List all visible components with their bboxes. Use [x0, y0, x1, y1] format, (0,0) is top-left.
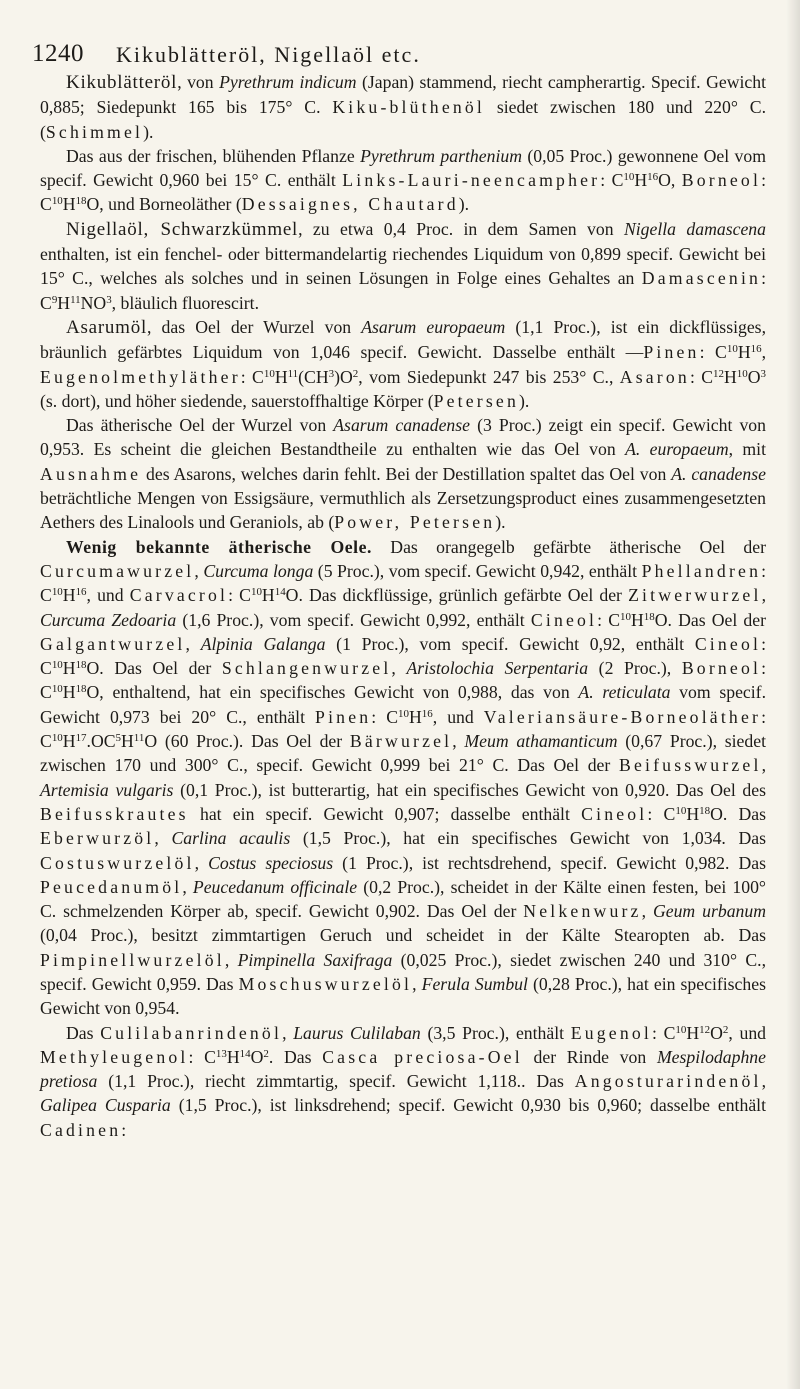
text-run: ). — [143, 121, 154, 142]
text-run: H — [274, 366, 288, 387]
text-run: (0,1 Proc.), ist butterartig, hat ein specifisches Gewicht von 0,920. Das Oel des — [173, 779, 766, 800]
text-run: : C — [40, 633, 767, 679]
spaced-term: Schimmel — [45, 121, 144, 142]
text-run: O — [747, 366, 761, 387]
spaced-term: Petersen — [433, 390, 520, 411]
latin-name: Curcuma Zedoaria — [40, 609, 177, 630]
text-run: (5 Proc.), vom specif. Gewicht 0,942, enthält — [313, 560, 642, 581]
spaced-term: Eugenol — [570, 1022, 652, 1043]
body-text — [40, 70, 766, 1142]
spaced-term: Eberwurzöl — [40, 828, 155, 849]
text-run: H — [62, 731, 76, 752]
spaced-term: Pimpinellwurzelöl — [40, 949, 225, 970]
text-run: O — [250, 1046, 264, 1067]
superscript: 10 — [736, 367, 748, 380]
text-run: : C — [652, 1022, 676, 1043]
text-run: , — [182, 876, 193, 897]
text-run: ). — [458, 194, 470, 215]
spaced-term: Casca preciosa-Oel — [322, 1046, 523, 1067]
text-run: : C — [40, 658, 767, 703]
text-run: : C — [40, 170, 766, 215]
text-run: , — [194, 560, 204, 581]
latin-name: Alpinia Galanga — [200, 633, 326, 654]
running-title: Kikublätteröl, Nigellaöl etc. — [116, 42, 421, 67]
superscript: 12 — [713, 367, 724, 380]
text-run: (s. dort), und höher siedende, sauerstoffhaltige Körper ( — [40, 390, 434, 411]
text-run: (1 Proc.), ist rechtsdrehend, specif. Gewicht 0,982. Das — [333, 852, 766, 873]
text-run: H — [630, 609, 644, 630]
text-run: : C — [40, 268, 766, 313]
spaced-term: Moschuswurzelöl — [238, 973, 413, 994]
text-run: , — [391, 658, 407, 679]
text-run: , — [761, 342, 766, 363]
text-run: , — [761, 585, 766, 606]
text-run: O (60 Proc.). Das Oel der — [144, 731, 350, 752]
latin-name: Artemisia vulgaris — [40, 779, 174, 800]
text-run: (1,6 Proc.), vom specif. Gewicht 0,992, enthält — [176, 609, 531, 630]
latin-name: Carlina acaulis — [171, 828, 291, 849]
superscript: 10 — [51, 731, 63, 744]
text-run: . Das — [268, 1046, 323, 1067]
latin-name: Galipea Cusparia — [40, 1095, 171, 1116]
spaced-term: Carvacrol — [129, 585, 229, 606]
spaced-term: Pinen — [643, 342, 700, 363]
text-run: , vom Siedepunkt 247 bis 253° C., — [358, 366, 620, 387]
text-run: (1 Proc.), vom specif. Gewicht 0,92, enthält — [325, 633, 695, 654]
text-run: : C — [699, 342, 727, 363]
latin-name: Aristolochia Serpentaria — [406, 658, 589, 679]
text-run: , — [761, 1071, 766, 1092]
text-run: vom specif. Gewicht 0,973 bei 20° C., enthält — [40, 682, 766, 727]
latin-name: Meum athamanticum — [464, 731, 618, 752]
latin-name: Laurus Culilaban — [293, 1022, 421, 1043]
superscript: 18 — [75, 195, 87, 208]
spaced-term: Peucedanumöl — [40, 876, 183, 897]
superscript: 13 — [215, 1047, 227, 1060]
text-run: siedet zwischen 180 und 220° C. ( — [40, 97, 766, 142]
section-heading: Wenig bekannte ätherische Oele. — [66, 536, 372, 557]
text-run: : — [121, 1119, 127, 1140]
superscript: 11 — [70, 293, 81, 306]
latin-name: Geum urbanum — [652, 901, 766, 922]
spaced-term: Angosturarindenöl — [574, 1071, 762, 1092]
spaced-term: Schlangenwurzel — [221, 658, 392, 679]
superscript: 14 — [274, 586, 286, 599]
text-run: : C — [240, 366, 264, 387]
superscript: 18 — [643, 610, 655, 623]
superscript: 10 — [51, 586, 63, 599]
spaced-term: Beifusskrautes — [40, 803, 189, 824]
latin-name: Nigella damascena — [623, 218, 766, 239]
paragraph — [40, 217, 766, 315]
page-number: 1240 — [32, 40, 84, 67]
page-edge-shadow — [786, 0, 800, 1389]
text-run: O, und Borneoläther ( — [86, 194, 242, 215]
superscript: 3 — [328, 367, 335, 380]
superscript: 2 — [722, 1023, 729, 1036]
superscript: 17 — [75, 731, 87, 744]
text-run: .OC — [86, 731, 116, 752]
spaced-term: Borneol — [681, 658, 762, 679]
text-run: H — [57, 292, 71, 313]
spaced-term: Damascenin — [641, 268, 762, 289]
superscript: 10 — [675, 804, 687, 817]
latin-name: Ferula Sumbul — [421, 973, 528, 994]
text-run: O — [710, 1022, 723, 1043]
text-run: O. Das — [710, 803, 767, 824]
superscript: 10 — [623, 171, 635, 184]
superscript: 10 — [51, 683, 63, 696]
superscript: 10 — [675, 1023, 687, 1036]
text-run: H — [686, 1022, 700, 1043]
text-run: (1,1 Proc.), riecht zimmtartig, specif. Gewicht 1,118.. Das — [97, 1071, 575, 1092]
text-run: H — [62, 658, 76, 679]
text-run: H — [409, 706, 422, 727]
spaced-term: Galgantwurzel — [40, 633, 186, 654]
text-run: H — [634, 170, 648, 191]
text-run: Das — [66, 1022, 101, 1043]
text-run: des Asarons, welches darin fehlt. Bei der Destillation spaltet das Oel von — [141, 463, 672, 484]
text-run: , und — [432, 706, 484, 727]
superscript: 10 — [51, 195, 63, 208]
spaced-term: Dessaignes, Chautard — [241, 194, 459, 215]
text-run: , — [452, 731, 465, 752]
spaced-term: Links-Lauri-neencampher — [342, 170, 601, 191]
text-run: , — [154, 828, 172, 849]
latin-name: Costus speciosus — [208, 852, 334, 873]
spaced-term: Nelkenwurz — [523, 901, 642, 922]
superscript: 11 — [133, 731, 145, 744]
latin-name: Peucedanum officinale — [192, 876, 358, 897]
spaced-term: Asaron — [619, 366, 690, 387]
paragraph — [40, 70, 766, 144]
spaced-term: Phellandren — [641, 560, 762, 581]
text-run: : C — [40, 706, 766, 752]
text-run: )O — [334, 366, 353, 387]
text-run: : C — [597, 609, 621, 630]
latin-name: A. reticulata — [578, 682, 671, 703]
entry-heading: Nigellaöl, Schwarzkümmel — [66, 218, 299, 240]
text-run: der Rinde von — [522, 1046, 657, 1067]
text-run: : C — [371, 706, 399, 727]
text-run: , das Oel der Wurzel von — [147, 316, 362, 337]
spaced-term: Power, Petersen — [334, 512, 496, 533]
superscript: 11 — [287, 367, 299, 380]
entry-heading: Kikublätteröl — [66, 72, 178, 93]
text-run: O. Das Oel der — [654, 609, 766, 630]
superscript: 5 — [115, 731, 122, 744]
text-run: : C — [188, 1046, 216, 1067]
superscript: 3 — [106, 293, 112, 306]
spaced-term: Cineol — [694, 633, 762, 654]
text-run: : C — [647, 803, 676, 824]
text-run: (0,025 Proc.), siedet zwischen 240 und 310° C., specif. Gewicht 0,959. Das — [40, 949, 767, 994]
text-run: (0,2 Proc.), scheidet in der Kälte einen festen, bei 100° C. schmelzenden Körper ab, specif. Gewicht 0,902. Das Oel der — [40, 876, 766, 922]
text-run: : C — [40, 560, 767, 606]
spaced-term: Curcumawurzel — [40, 560, 195, 581]
spaced-term: Valeriansäure-Borneoläther — [483, 706, 762, 727]
latin-name: Mespilodaphne pretiosa — [40, 1046, 766, 1092]
paragraph — [40, 413, 766, 534]
text-run: H — [686, 803, 700, 824]
text-run: (Japan) stammend, riecht campherartig. Specif. Gewicht 0,885; Siedepunkt 165 bis 175° C. — [40, 72, 766, 118]
text-run: , und — [728, 1022, 767, 1043]
superscript: 16 — [750, 343, 762, 356]
spaced-term: Zitwerwurzel — [628, 585, 762, 606]
paragraph — [40, 535, 766, 1021]
text-run: , — [224, 949, 238, 970]
text-run: (1,5 Proc.), hat ein specifisches Gewicht von 1,034. Das — [290, 828, 766, 849]
latin-name: Pyrethrum parthenium — [360, 145, 522, 166]
superscript: 10 — [726, 343, 738, 356]
text-run: (1,5 Proc.), ist linksdrehend; specif. Gewicht 0,930 bis 0,960; dasselbe enthält — [170, 1095, 766, 1116]
superscript: 3 — [760, 367, 767, 380]
superscript: 10 — [51, 659, 63, 672]
text-run: (0,28 Proc.), hat ein specifisches Gewicht von 0,954. — [40, 973, 766, 1019]
superscript: 12 — [699, 1023, 711, 1036]
superscript: 9 — [51, 293, 58, 306]
text-run: Das orangegelb gefärbte ätherische Oel der — [371, 536, 766, 557]
text-run: , bläulich fluorescirt. — [111, 292, 260, 313]
spaced-term: Culilabanrindenöl — [100, 1022, 283, 1043]
text-run: , zu etwa 0,4 Proc. in dem Samen von — [298, 218, 624, 239]
superscript: 14 — [239, 1047, 251, 1060]
latin-name: A. europaeum — [625, 439, 729, 460]
latin-name: Pyrethrum indicum — [219, 72, 357, 92]
paragraph — [40, 144, 766, 217]
text-run: , — [412, 973, 422, 994]
superscript: 10 — [263, 367, 275, 380]
superscript: 2 — [263, 1047, 269, 1060]
superscript: 16 — [647, 171, 659, 184]
text-run: enthalten, ist ein fenchel- oder bittermandelartig riechendes Liquidum von 0,899 specif. Gewicht bei 15° C., welches als solches und in seinen Lösungen in Folge eines Gehaltes an — [40, 244, 766, 289]
spaced-term: Pinen — [315, 706, 372, 727]
text-run: (CH — [298, 366, 329, 387]
text-run: (1,1 Proc.), ist ein dickflüssiges, bräunlich gefärbtes Liquidum von 1,046 specif. Gewicht. Dasselbe enthält — — [40, 316, 766, 363]
spaced-term: Methyleugenol — [40, 1046, 189, 1067]
spaced-term: Cineol — [530, 609, 598, 630]
latin-name: Pimpinella Saxifraga — [237, 949, 393, 970]
text-run: : C — [600, 170, 624, 191]
superscript: 16 — [421, 707, 433, 720]
text-run: : C — [689, 366, 714, 387]
entry-heading: Asarumöl — [66, 316, 148, 338]
text-run: , — [641, 901, 653, 922]
spaced-term: Beifusswurzel — [618, 755, 762, 776]
text-run: ). — [519, 390, 530, 411]
text-run: H — [737, 342, 751, 363]
text-run: (0,04 Proc.), besitzt zimmtartigen Geruch und scheidet in der Kälte Stearopten ab. Das — [40, 925, 766, 946]
text-run: , mit — [728, 439, 766, 460]
text-run: H — [121, 731, 134, 752]
text-run: Das aus der frischen, blühenden Pflanze — [66, 145, 361, 166]
text-run: O, — [658, 170, 682, 191]
text-run: O. Das Oel der — [86, 658, 222, 679]
text-run: (0,67 Proc.), siedet zwischen 170 und 300° C., specif. Gewicht 0,999 bei 21° C. Das Oel der — [40, 731, 767, 776]
text-run: : C — [228, 585, 251, 606]
latin-name: Asarum canadense — [333, 415, 470, 436]
text-run: , und — [86, 585, 130, 606]
page-header — [32, 40, 772, 70]
superscript: 18 — [75, 659, 87, 672]
text-run: ). — [495, 512, 506, 533]
text-run: beträchtliche Mengen von Essigsäure, vermuthlich als Zersetzungsproduct eines zusammengesetzten Aethers des Linalools und Geraniols, ab ( — [40, 488, 766, 533]
spaced-term: Eugenolmethyläther — [40, 366, 241, 387]
text-run: (3,5 Proc.), enthält — [420, 1022, 571, 1043]
text-run: H — [62, 194, 76, 215]
text-run: (0,05 Proc.) gewonnene Oel vom specif. Gewicht 0,960 bei 15° C. enthält — [40, 145, 767, 191]
text-run: H — [226, 1046, 240, 1067]
text-run: , — [185, 633, 201, 654]
spaced-term: Kiku-blüthenöl — [332, 97, 486, 118]
latin-name: A. canadense — [671, 463, 766, 484]
text-run: , — [282, 1022, 294, 1043]
text-run: O, enthaltend, hat ein specifisches Gewicht von 0,988, das von — [86, 682, 579, 703]
superscript: 10 — [620, 610, 631, 623]
text-run: O. Das dickflüssige, grünlich gefärbte Oel der — [285, 585, 629, 606]
text-run: (3 Proc.) zeigt ein specif. Gewicht von 0,953. Es scheint die gleichen Bestandtheile zu enthalten wie das Oel von — [40, 415, 766, 460]
text-run: H — [724, 366, 737, 387]
text-run: , — [194, 852, 209, 873]
text-run: NO — [80, 292, 107, 313]
text-run: , — [761, 755, 766, 776]
spaced-term: Bärwurzel — [349, 731, 453, 752]
text-run: H — [261, 585, 275, 606]
superscript: 18 — [75, 683, 87, 696]
latin-name: Curcuma longa — [203, 560, 314, 581]
text-run: H — [62, 682, 76, 703]
spaced-term: Borneol — [681, 170, 762, 191]
paragraph — [40, 315, 766, 413]
spaced-term: Cadinen — [40, 1119, 122, 1140]
spaced-term: Cineol — [581, 803, 648, 824]
superscript: 16 — [75, 586, 87, 599]
superscript: 10 — [250, 586, 262, 599]
superscript: 2 — [352, 367, 359, 380]
superscript: 10 — [398, 707, 409, 720]
text-run: H — [62, 585, 76, 606]
paragraph — [40, 1021, 766, 1142]
spaced-term: Ausnahme — [40, 463, 142, 484]
latin-name: Asarum europaeum — [361, 316, 506, 337]
text-run: (2 Proc.), — [588, 658, 682, 679]
text-run: , von — [177, 72, 220, 92]
text-run: Das ätherische Oel der Wurzel von — [66, 415, 334, 436]
superscript: 18 — [699, 804, 711, 817]
text-run: hat ein specif. Gewicht 0,907; dasselbe enthält — [188, 803, 582, 824]
spaced-term: Costuswurzelöl — [40, 852, 195, 873]
